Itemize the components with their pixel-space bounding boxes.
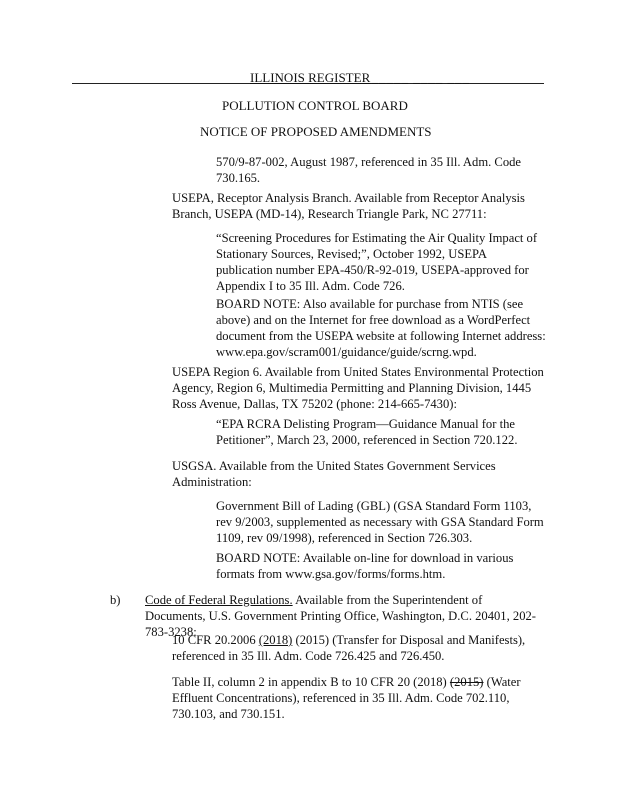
cfr-entry-1-added: (2018) — [258, 633, 293, 647]
board-note-2: BOARD NOTE: Available on-line for download in various formats from www.gsa.gov/forms/forms.htm. — [216, 551, 514, 581]
board-note-1: BOARD NOTE: Also available for purchase from NTIS (see above) and on the Internet for free download as a WordPerfect document from the USEPA website at following Internet address: www.epa.gov/scram001/guidance/guide/scrng.wpd. — [216, 297, 546, 359]
reference-paragraph-3: “Screening Procedures for Estimating the Air Quality Impact of Stationary Sources, Revised;”, October 1992, USEPA publication number EPA-450/R-92-019, USEPA-approved for Appendix I to 35 Ill. Adm. Code 726. — [216, 231, 538, 293]
reference-paragraph-5: USEPA Region 6. Available from United States Environmental Protection Agency, Region 6, Multimedia Permitting and Planning Division, 1445 Ross Avenue, Dallas, TX 75202 (phone: 214-665-7430): — [172, 365, 544, 411]
cfr-entry-2-post: (Water Effluent Concentrations), referenced in 35 Ill. Adm. Code 702.110, 730.103, and 730.151. — [172, 675, 521, 721]
cfr-entry-2-struck: (2015) — [449, 675, 484, 689]
reference-paragraph-2: USEPA, Receptor Analysis Branch. Available from Receptor Analysis Branch, USEPA (MD-14), Research Triangle Park, NC 27711: — [172, 191, 525, 221]
reference-paragraph-6: “EPA RCRA Delisting Program—Guidance Manual for the Petitioner”, March 23, 2000, referenced in Section 720.122. — [216, 417, 518, 447]
reference-paragraph-7: USGSA. Available from the United States Government Services Administration: — [172, 459, 496, 489]
cfr-heading: Code of Federal Regulations. — [145, 593, 293, 607]
agency-title: POLLUTION CONTROL BOARD — [222, 98, 408, 113]
section-label: b) — [110, 593, 121, 607]
reference-paragraph-8: Government Bill of Lading (GBL) (GSA Standard Form 1103, rev 9/2003, supplemented as necessary with GSA Standard Form 1109, rev 09/1998), referenced in Section 726.303. — [216, 499, 544, 545]
cfr-entry-1-post: (2015) (Transfer for Disposal and Manifests), referenced in 35 Ill. Adm. Code 726.425 and 726.450. — [172, 633, 526, 663]
reference-paragraph-1: 570/9-87-002, August 1987, referenced in 35 Ill. Adm. Code 730.165. — [216, 155, 521, 185]
cfr-entry-1-pre: 10 CFR 20.2006 — [172, 633, 259, 647]
cfr-entry-1 — [172, 632, 546, 664]
cfr-entry-2-pre: Table II, column 2 in appendix B to 10 CFR 20 (2018) — [172, 675, 450, 689]
cfr-availability: Available from the Superintendent of Documents, U.S. Government Printing Office, Washington, D.C. 20401, 202-783-3238: — [145, 593, 536, 639]
notice-title: NOTICE OF PROPOSED AMENDMENTS — [200, 124, 432, 139]
register-title: ILLINOIS REGISTER — [250, 70, 371, 85]
register-issue-blank: ______ ____ ___ — [364, 70, 470, 85]
cfr-entry-2 — [172, 674, 546, 722]
